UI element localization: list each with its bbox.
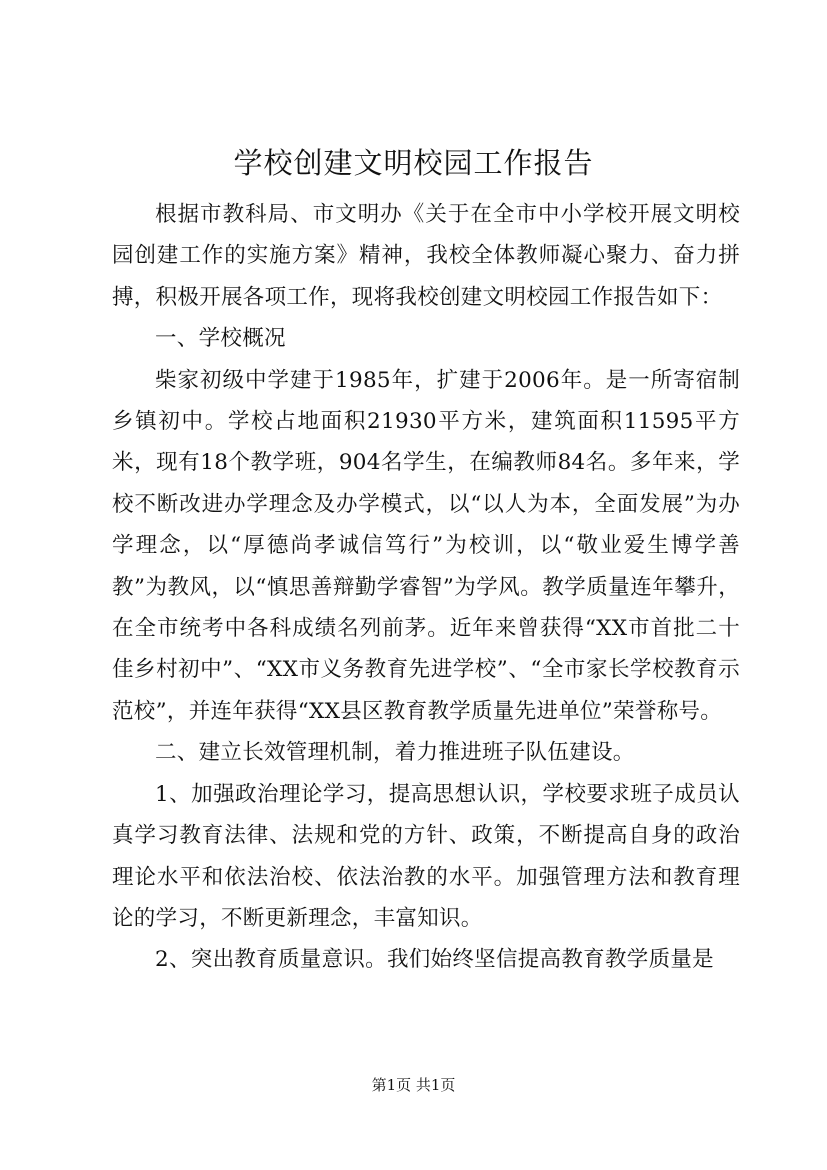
paragraph-intro: 根据市教科局、市文明办《关于在全市中小学校开展文明校园创建工作的实施方案》精神，我校全体教师凝心聚力、奋力拼搏，积极开展各项工作，现将我校创建文明校园工作报告如下： bbox=[112, 202, 740, 310]
paragraph-political-study: 1、加强政治理论学习，提高思想认识，学校要求班子成员认真学习教育法律、法规和党的方针、政策，不断提高自身的政治理论水平和依法治校、依法治教的水平。加强管理方法和教育理论的学习，不断更新理念，丰富知识。 bbox=[112, 781, 740, 931]
section-heading-school-overview: 一、学校概况 bbox=[155, 326, 286, 352]
paragraph-school-overview: 柴家初级中学建于1985年，扩建于2006年。是一所寄宿制乡镇初中。学校占地面积21930平方米，建筑面积11595平方米，现有18个教学班，904名学生，在编教师84名。多年来，学校不断改进办学理念及办学模式，以“以人为本，全面发展”为办学理念，以“厚德尚孝诚信笃行”为校训，以“敬业爱生博学善教”为教风，以“慎思善辩勤学睿智”为学风。教学质量连年攀升，在全市统考中各科成绩名列前茅。近年来曾获得“XX市首批二十佳乡村初中”、“XX市义务教育先进学校”、“全市家长学校教育示范校”，并连年获得“XX县区教育教学质量先进单位”荣誉称号。 bbox=[112, 367, 740, 724]
document-body bbox=[112, 194, 740, 981]
section-heading-management: 二、建立长效管理机制，着力推进班子队伍建设。 bbox=[155, 740, 635, 766]
paragraph-quality-awareness: 2、突出教育质量意识。我们始终坚信提高教育教学质量是 bbox=[155, 947, 714, 973]
document-title: 学校创建文明校园工作报告 bbox=[233, 146, 594, 180]
page-footer: 第1页 共1页 bbox=[371, 1076, 456, 1094]
